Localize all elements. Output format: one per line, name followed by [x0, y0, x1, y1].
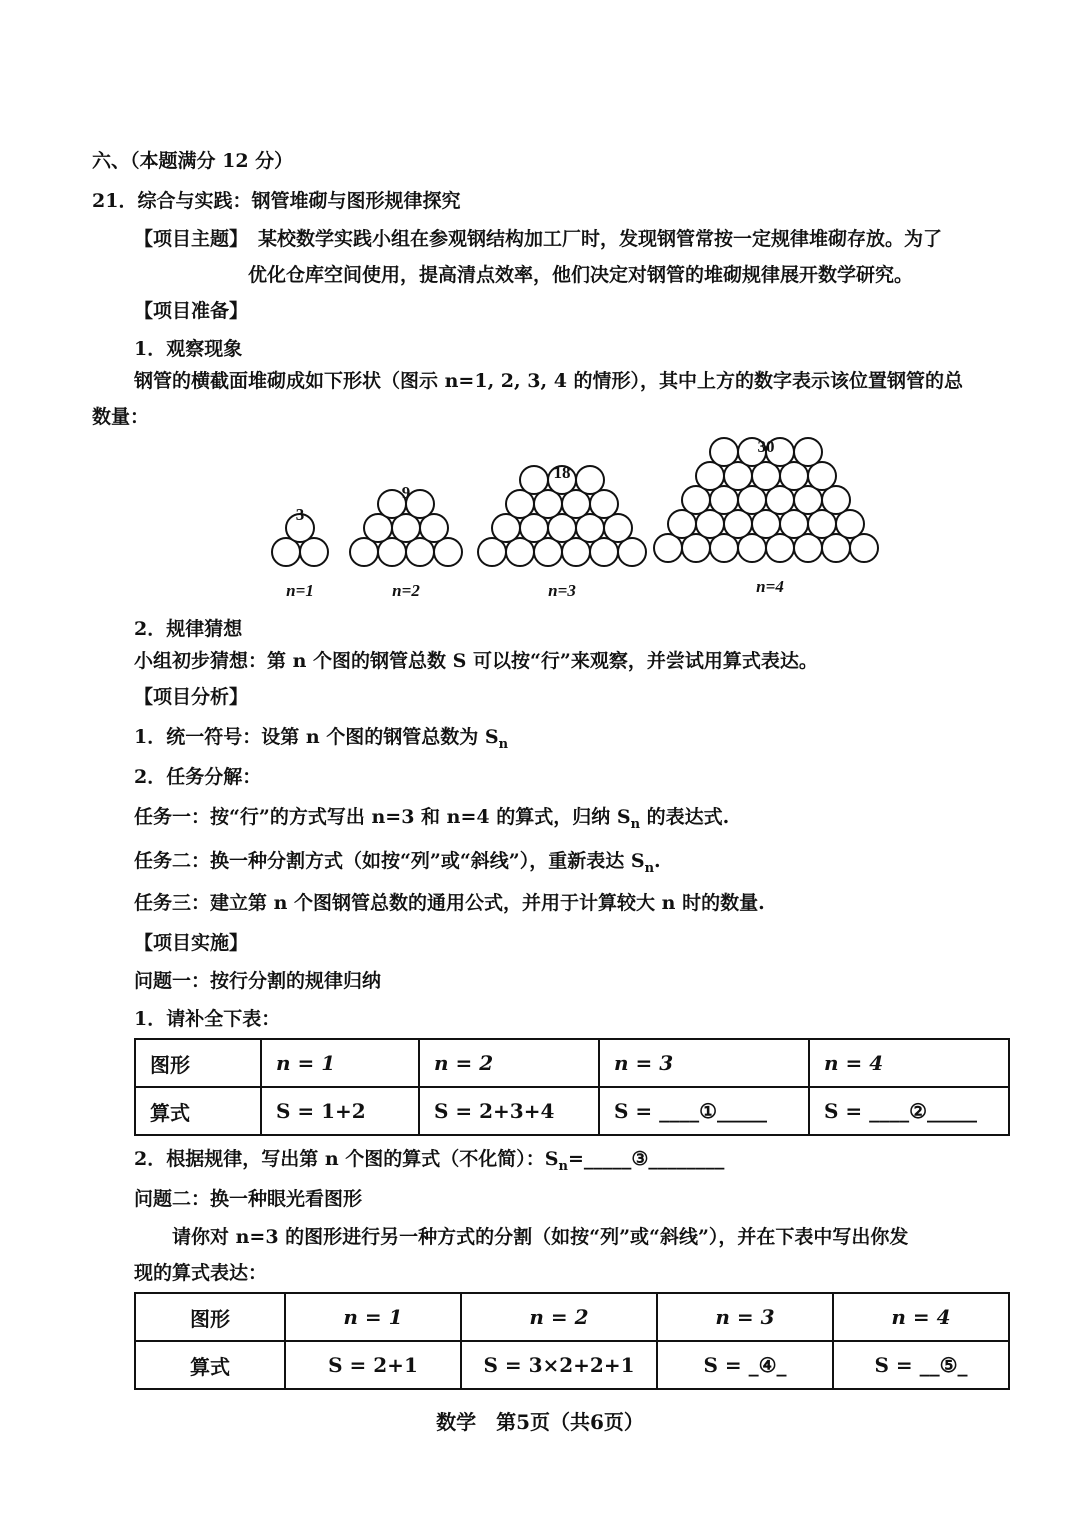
- guess-title: 2．规律猜想: [134, 618, 243, 640]
- figure-total-1: 3: [295, 505, 305, 524]
- task-1: 任务一：按“行”的方式写出 n=3 和 n=4 的算式，归纳 $S_n$ 的表达式.: [134, 806, 730, 832]
- observe-title: 1．观察现象: [134, 338, 243, 360]
- problem-1-title: 问题一：按行分割的规律归纳: [134, 970, 382, 992]
- figure-label-2: n=2: [392, 581, 420, 600]
- write-rule: 2．根据规律，写出第 n 个图的算式（不化简）：$S_n=\_\_\_\_\_③\_\_\_\_\_\_\_\_$: [134, 1148, 725, 1174]
- pipe-circle: [576, 466, 604, 494]
- problem-2-text-2: 现的算式表达：: [134, 1262, 268, 1284]
- fill-table-instruction: 1．请补全下表：: [134, 1008, 281, 1030]
- answer-blank-1[interactable]: S = ____①_____: [599, 1087, 809, 1135]
- prep-label: 【项目准备】: [134, 300, 249, 322]
- section-heading: 六、（本题满分 12 分）: [92, 150, 294, 172]
- table-row: [135, 1341, 1009, 1389]
- figure-total-4: 30: [757, 437, 775, 456]
- pipe-circle: [794, 438, 822, 466]
- table-cell: n = 3: [599, 1039, 809, 1087]
- answer-blank-5[interactable]: S = __⑤_: [833, 1341, 1009, 1389]
- table-cell: 图形: [135, 1039, 261, 1087]
- impl-label: 【项目实施】: [134, 932, 249, 954]
- figure-total-3: 18: [553, 463, 571, 482]
- symbol-text: 1．统一符号：设第 n 个图的钢管总数为 $S_n$: [134, 726, 509, 752]
- table-cell: n = 2: [419, 1039, 599, 1087]
- question-title: 21．综合与实践：钢管堆砌与图形规律探究: [92, 190, 461, 212]
- table-cell: S = 3×2+2+1: [461, 1341, 657, 1389]
- observe-text-2: 数量：: [92, 406, 150, 428]
- page-footer: 数学 第5页（共6页）: [436, 1410, 644, 1434]
- table-cell: S = 1+2: [261, 1087, 419, 1135]
- task-3: 任务三：建立第 n 个图钢管总数的通用公式，并用于计算较大 n 时的数量.: [134, 892, 765, 914]
- figure-label-3: n=3: [548, 581, 576, 600]
- guess-text: 小组初步猜想：第 n 个图的钢管总数 S 可以按“行”来观察，并尝试用算式表达。: [134, 650, 818, 672]
- table-cell: S = 2+1: [285, 1341, 461, 1389]
- theme-line-2: 优化仓库空间使用，提高清点效率，他们决定对钢管的堆砌规律展开数学研究。: [248, 264, 914, 286]
- task-decomp: 2．任务分解：: [134, 766, 262, 788]
- table-cell: n = 1: [261, 1039, 419, 1087]
- table-cell: n = 2: [461, 1293, 657, 1341]
- table-cell: 算式: [135, 1341, 285, 1389]
- table-cell: S = 2+3+4: [419, 1087, 599, 1135]
- table-cell: 算式: [135, 1087, 261, 1135]
- task-2: 任务二：换一种分割方式（如按“列”或“斜线”），重新表达 $S_n$.: [134, 850, 661, 876]
- table-2: [134, 1292, 1010, 1390]
- table-cell: n = 4: [833, 1293, 1009, 1341]
- theme-label: 【项目主题】: [134, 228, 249, 250]
- table-cell: n = 1: [285, 1293, 461, 1341]
- pipe-circle: [520, 466, 548, 494]
- figure-label-4: n=4: [756, 577, 784, 596]
- pipe-circle: [710, 438, 738, 466]
- theme-line-1: 某校数学实践小组在参观钢结构加工厂时，发现钢管常按一定规律堆砌存放。为了: [258, 228, 943, 250]
- table-row: [135, 1087, 1009, 1135]
- table-row: [135, 1293, 1009, 1341]
- figure-total-2: 9: [401, 483, 411, 502]
- table-cell: 图形: [135, 1293, 285, 1341]
- problem-2-title: 问题二：换一种眼光看图形: [134, 1188, 363, 1210]
- answer-blank-2[interactable]: S = ____②_____: [809, 1087, 1009, 1135]
- pipe-circles: [272, 438, 878, 566]
- table-cell: n = 4: [809, 1039, 1009, 1087]
- analysis-label: 【项目分析】: [134, 686, 249, 708]
- problem-2-text-1: 请你对 n=3 的图形进行另一种方式的分割（如按“列”或“斜线”），并在下表中写出你发: [172, 1226, 909, 1248]
- answer-blank-4[interactable]: S = _④_: [657, 1341, 833, 1389]
- table-1: [134, 1038, 1010, 1136]
- pipe-stack-figure: [0, 430, 1080, 610]
- table-row: [135, 1039, 1009, 1087]
- table-cell: n = 3: [657, 1293, 833, 1341]
- figure-label-1: n=1: [286, 581, 314, 600]
- observe-text-1: 钢管的横截面堆砌成如下形状（图示 n=1, 2, 3, 4 的情形），其中上方的数字表示该位置钢管的总: [134, 370, 964, 392]
